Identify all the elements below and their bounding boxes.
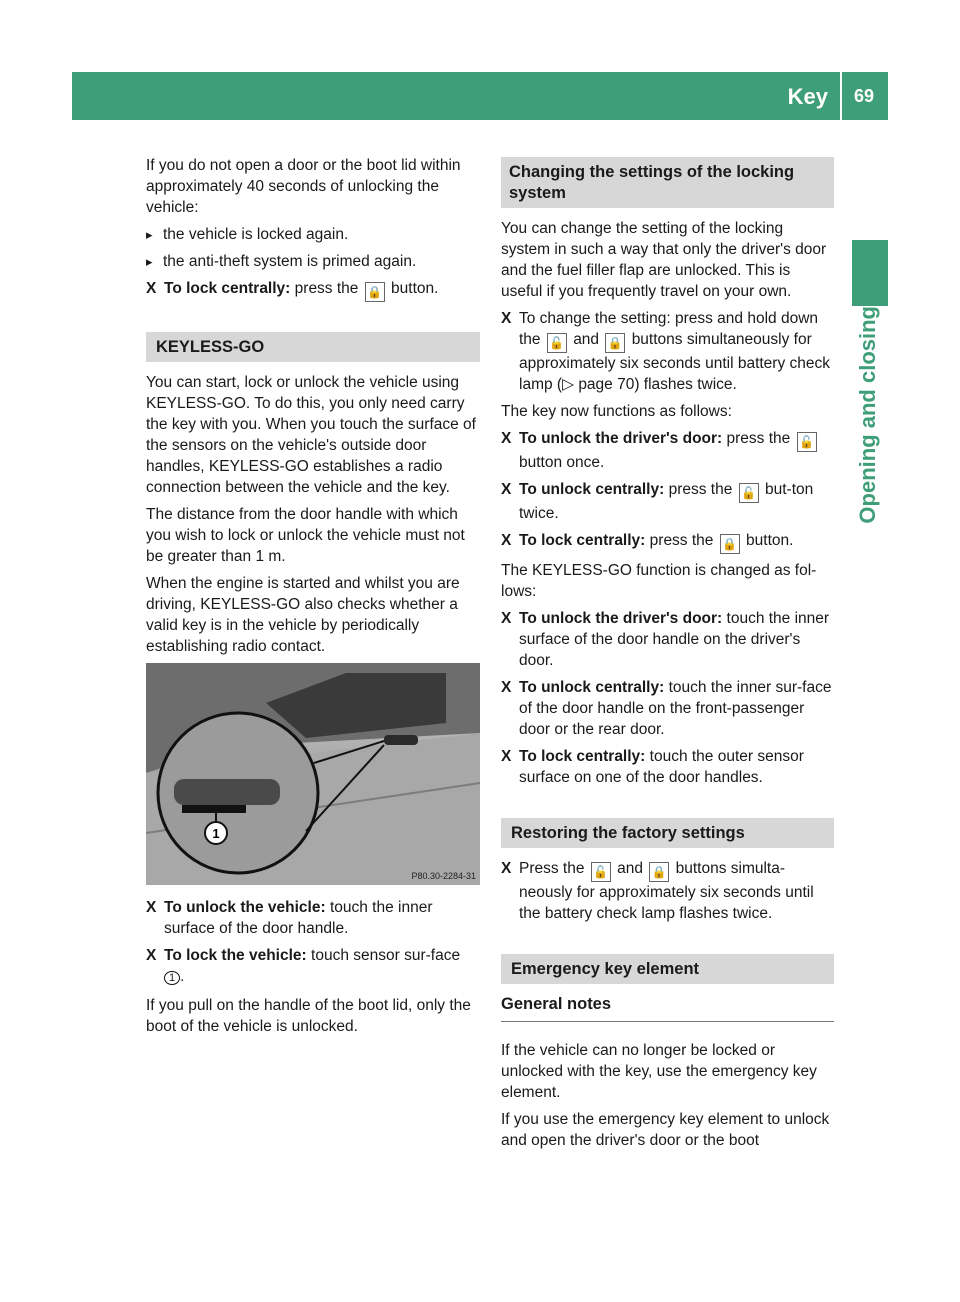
- keyless-step: [501, 608, 834, 671]
- step-text: press the: [668, 481, 733, 498]
- step-marker-icon: X: [146, 899, 157, 916]
- step-label: To lock centrally:: [164, 280, 291, 297]
- unlock-icon: 🔓: [547, 333, 567, 353]
- step-text: button.: [391, 280, 439, 297]
- change-setting-step: [501, 308, 834, 395]
- step-label: To lock centrally:: [519, 748, 646, 765]
- step-marker-icon: X: [501, 679, 512, 696]
- left-column: [146, 155, 480, 1043]
- step-label: To unlock the vehicle:: [164, 899, 326, 916]
- step-marker-icon: X: [501, 430, 512, 447]
- step-text: page 70) flashes twice.: [578, 376, 737, 393]
- header-bar: [72, 72, 888, 120]
- door-handle-figure: [146, 663, 480, 885]
- side-tab: [852, 240, 888, 306]
- keyless-step: [501, 746, 834, 788]
- step-text: and: [573, 331, 600, 348]
- step-text: To change the setting: press and hold down the: [519, 310, 819, 348]
- step-marker-icon: X: [501, 310, 512, 327]
- side-tab-label: Opening and closing: [855, 306, 880, 524]
- key-step: [501, 479, 834, 524]
- page-ref-arrow-icon: ▷: [562, 376, 574, 393]
- key-step: [501, 530, 834, 554]
- step-marker-icon: X: [501, 481, 512, 498]
- step-text: touch the inner surface of the door handle on the driver's door.: [519, 610, 830, 669]
- step-text: .: [180, 968, 185, 985]
- step-marker-icon: X: [146, 280, 157, 297]
- step-text: button once.: [519, 454, 605, 471]
- changing-paragraph: You can change the setting of the locking system in such a way that only the driver's door and the fuel filler flap are unlocked. This is useful if you frequently travel on your own.: [501, 220, 827, 300]
- step-text: touch sensor sur-face: [311, 947, 461, 964]
- lock-icon: 🔒: [605, 333, 625, 353]
- step-text: and: [617, 860, 643, 877]
- figure-reference: P80.30-2284-31: [411, 871, 476, 881]
- changing-settings-heading: Changing the settings of the locking system: [501, 157, 834, 208]
- step-text: buttons simultaneously for approximately six seconds until battery check lamp (: [519, 331, 831, 393]
- step-marker-icon: X: [501, 748, 512, 765]
- step-text: press the: [726, 430, 791, 447]
- intro-text: If you do not open a door or the boot lid within approximately 40 seconds of unlocking the vehicle:: [146, 157, 461, 216]
- keyless-changed-text: The KEYLESS-GO function is changed as fol-lows:: [501, 562, 817, 600]
- lock-vehicle-step: [146, 945, 480, 989]
- step-text: press the: [294, 280, 359, 297]
- key-step: [501, 428, 834, 473]
- door-handle-illustration: [146, 663, 480, 885]
- step-marker-icon: X: [501, 610, 512, 627]
- step-label: To unlock the driver's door:: [519, 430, 723, 447]
- lock-centrally-step: [146, 278, 480, 302]
- unlock-vehicle-step: [146, 897, 480, 939]
- boot-note: If you pull on the handle of the boot lid, only the boot of the vehicle is unlocked.: [146, 997, 471, 1035]
- emergency-paragraph: If the vehicle can no longer be locked or unlocked with the key, use the emergency key element.: [501, 1042, 817, 1101]
- step-text: touch the inner surface of the door handle.: [164, 899, 433, 937]
- keyless-paragraph: The distance from the door handle with which you wish to lock or unlock the vehicle must not be greater than 1 m.: [146, 506, 465, 565]
- bullet-item: ▸ the anti-theft system is primed again.: [146, 251, 480, 272]
- right-column: [501, 155, 834, 1157]
- bullet-item: ▸ the vehicle is locked again.: [146, 224, 480, 245]
- unlock-icon: 🔓: [739, 483, 759, 503]
- restore-heading: Restoring the factory settings: [501, 818, 834, 848]
- step-text: buttons simulta-neously for approximately six seconds until the battery check lamp flashes twice.: [519, 860, 814, 922]
- key-functions-text: The key now functions as follows:: [501, 403, 732, 420]
- step-label: To unlock the driver's door:: [519, 610, 723, 627]
- emergency-paragraph: If you use the emergency key element to unlock and open the driver's door or the boot: [501, 1111, 830, 1149]
- keyless-paragraph: You can start, lock or unlock the vehicle using KEYLESS-GO. To do this, you only need carry the key with you. When you touch the surface of the sensors on the vehicle's outside door handles, KEYLESS-GO establishes a radio connection between the vehicle and the key.: [146, 374, 476, 496]
- general-notes-heading: General notes: [501, 994, 834, 1022]
- step-text: but-ton twice.: [519, 481, 814, 522]
- figure-callout: 1: [212, 826, 220, 841]
- lock-icon: 🔒: [649, 862, 669, 882]
- header-right: [788, 72, 888, 120]
- step-marker-icon: X: [501, 532, 512, 549]
- step-marker-icon: X: [146, 947, 157, 964]
- keyless-paragraph: When the engine is started and whilst you are driving, KEYLESS-GO also checks whether a valid key is in the vehicle by periodically establishing radio contact.: [146, 575, 460, 655]
- header-title: Key: [787, 83, 828, 109]
- callout-ref: 1: [164, 971, 180, 985]
- lock-icon: 🔒: [720, 534, 740, 554]
- step-text: touch the inner sur-face of the door handle on the front-passenger door or the rear door.: [519, 679, 832, 738]
- page-number: 69: [853, 85, 874, 106]
- keyless-step: [501, 677, 834, 740]
- step-text: Press the: [519, 860, 585, 877]
- step-label: To unlock centrally:: [519, 679, 665, 696]
- step-label: To lock the vehicle:: [164, 947, 307, 964]
- step-marker-icon: X: [501, 860, 512, 877]
- step-text: touch the outer sensor surface on one of the door handles.: [519, 748, 804, 786]
- step-label: To unlock centrally:: [519, 481, 665, 498]
- step-label: To lock centrally:: [519, 532, 646, 549]
- restore-step: [501, 858, 834, 924]
- lock-icon: 🔒: [365, 282, 385, 302]
- step-text: press the: [649, 532, 714, 549]
- step-text: button.: [746, 532, 794, 549]
- unlock-icon: 🔓: [797, 432, 817, 452]
- side-tab-label-wrap: [852, 306, 888, 666]
- keyless-go-heading: KEYLESS-GO: [146, 332, 480, 362]
- unlock-icon: 🔓: [591, 862, 611, 882]
- emergency-heading: Emergency key element: [501, 954, 834, 984]
